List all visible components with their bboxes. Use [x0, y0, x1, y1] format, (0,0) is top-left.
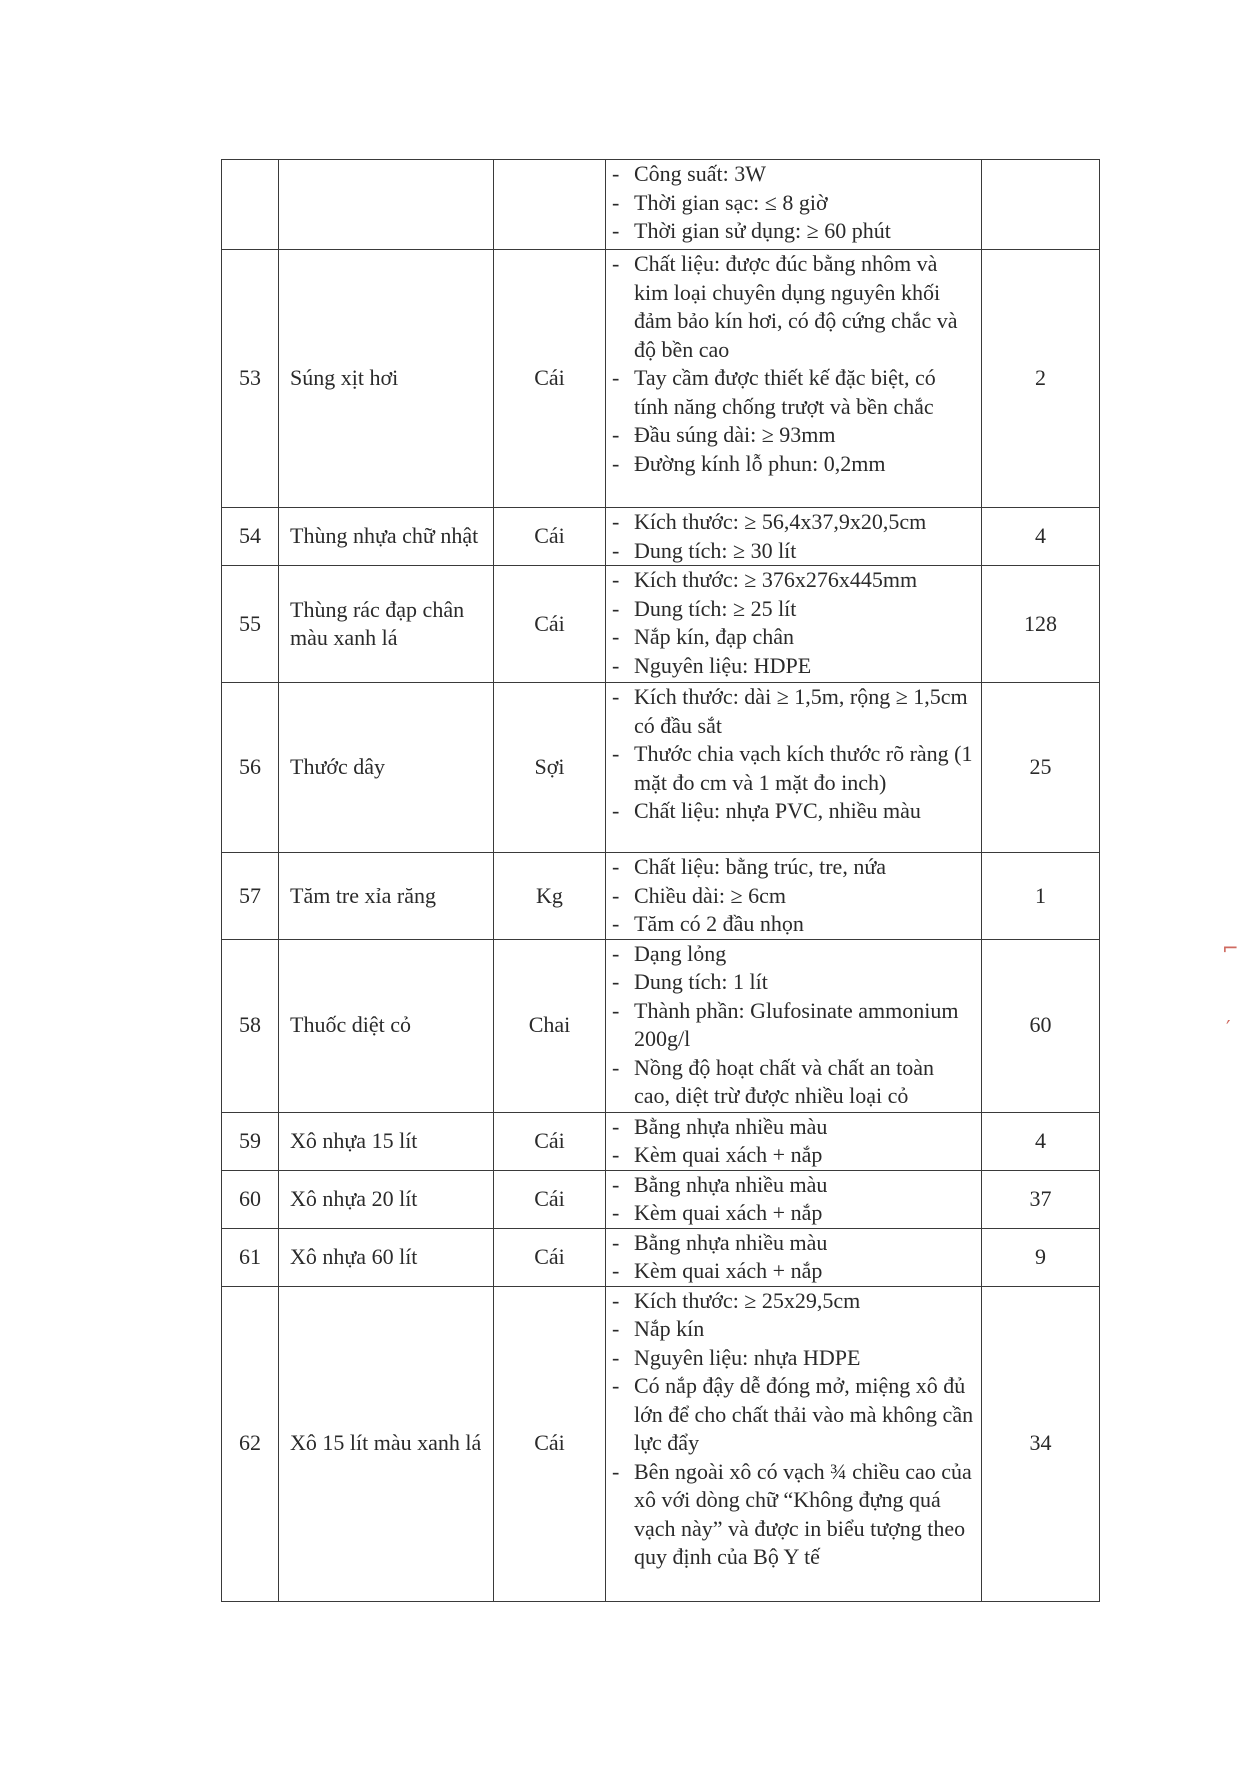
item-quantity: 128 — [982, 566, 1100, 683]
bullet-dash: - — [612, 1458, 620, 1484]
spec-text: Kèm quai xách + nắp — [634, 1258, 823, 1283]
item-specification — [606, 160, 982, 250]
bullet-dash: - — [612, 450, 620, 476]
spec-line — [612, 217, 975, 246]
spec-line — [612, 1458, 975, 1572]
spec-text: Bằng nhựa nhiều màu — [634, 1171, 828, 1197]
spec-text: Đầu súng dài: ≥ 93mm — [634, 422, 836, 447]
spec-text: Bên ngoài xô có vạch ¾ chiều cao của xô với dòng chữ “Không đựng quá vạch này” và được in biểu tượng theo quy định của Bộ Y tế — [634, 1458, 972, 1569]
spec-text: Tăm có 2 đầu nhọn — [634, 911, 804, 936]
table-row — [222, 508, 1100, 566]
item-name: Súng xịt hơi — [279, 250, 494, 508]
spec-line — [612, 652, 975, 681]
bullet-dash: - — [612, 1054, 620, 1080]
spec-line — [612, 940, 975, 969]
item-name: Thuốc diệt cỏ — [279, 939, 494, 1112]
bullet-dash: - — [612, 161, 620, 186]
bullet-dash: - — [612, 854, 620, 879]
bullet-dash: - — [612, 1171, 620, 1197]
spec-line — [612, 910, 975, 939]
item-name: Thùng rác đạp chân màu xanh lá — [279, 566, 494, 683]
spec-text: Chất liệu: được đúc bằng nhôm và kim loại chuyên dụng nguyên khối đảm bảo kín hơi, có độ cứng chắc và độ bền cao — [634, 251, 958, 362]
spec-text: Kèm quai xách + nắp — [634, 1200, 823, 1225]
table-row — [222, 250, 1100, 508]
bullet-dash: - — [612, 1287, 620, 1313]
spec-line — [612, 853, 975, 882]
table-row — [222, 566, 1100, 683]
spec-text: Dung tích: 1 lít — [634, 969, 768, 994]
spec-text: Thước chia vạch kích thước rõ ràng (1 mặt đo cm và 1 mặt đo inch) — [634, 741, 973, 795]
item-unit: Cái — [494, 1170, 606, 1228]
bullet-dash: - — [612, 741, 620, 766]
bullet-dash: - — [612, 684, 620, 709]
item-quantity: 37 — [982, 1170, 1100, 1228]
row-number: 61 — [222, 1228, 279, 1286]
bullet-dash: - — [612, 1113, 620, 1139]
bullet-dash: - — [612, 1316, 620, 1341]
item-specification — [606, 1286, 982, 1601]
bullet-dash: - — [612, 1344, 620, 1370]
row-number: 60 — [222, 1170, 279, 1228]
bullet-dash: - — [612, 997, 620, 1023]
bullet-dash: - — [612, 567, 620, 592]
item-name: Thước dây — [279, 683, 494, 853]
bullet-dash: - — [612, 624, 620, 649]
spec-line — [612, 797, 975, 826]
bullet-dash: - — [612, 940, 620, 966]
spec-line — [612, 537, 975, 566]
bullet-dash: - — [612, 652, 620, 678]
bullet-dash: - — [612, 1142, 620, 1167]
item-quantity: 4 — [982, 1112, 1100, 1170]
item-quantity: 1 — [982, 853, 1100, 940]
spec-line — [612, 250, 975, 364]
row-number: 59 — [222, 1112, 279, 1170]
table-row — [222, 1286, 1100, 1601]
table-row — [222, 160, 1100, 250]
table-row — [222, 853, 1100, 940]
item-specification — [606, 1228, 982, 1286]
spec-text: Thành phần: Glufosinate ammonium 200g/l — [634, 997, 959, 1051]
item-name: Xô nhựa 20 lít — [279, 1170, 494, 1228]
spec-line — [612, 740, 975, 797]
table-row — [222, 683, 1100, 853]
bullet-dash: - — [612, 251, 620, 276]
item-unit — [494, 160, 606, 250]
table-row — [222, 939, 1100, 1112]
table-row — [222, 1170, 1100, 1228]
spec-line — [612, 623, 975, 652]
spec-text: Nồng độ hoạt chất và chất an toàn cao, diệt trừ được nhiều loại cỏ — [634, 1054, 934, 1108]
spec-line — [612, 1257, 975, 1286]
spec-line — [612, 160, 975, 189]
spec-text: Đường kính lỗ phun: 0,2mm — [634, 450, 886, 476]
item-name — [279, 160, 494, 250]
item-specification — [606, 939, 982, 1112]
spec-text: Thời gian sử dụng: ≥ 60 phút — [634, 218, 891, 243]
spec-text: Thời gian sạc: ≤ 8 giờ — [634, 189, 828, 215]
spec-line — [612, 508, 975, 537]
spec-line — [612, 1287, 975, 1316]
bullet-dash: - — [612, 1200, 620, 1225]
row-number: 56 — [222, 683, 279, 853]
bullet-dash: - — [612, 218, 620, 243]
spec-text: Chất liệu: nhựa PVC, nhiều màu — [634, 798, 921, 823]
item-unit: Cái — [494, 1286, 606, 1601]
item-specification — [606, 1170, 982, 1228]
spec-line — [612, 1141, 975, 1170]
spec-text: Có nắp đậy dễ đóng mở, miệng xô đủ lớn để cho chất thải vào mà không cần lực đẩy — [634, 1373, 974, 1455]
bullet-dash: - — [612, 882, 620, 908]
spec-line — [612, 1054, 975, 1111]
item-name: Thùng nhựa chữ nhật — [279, 508, 494, 566]
item-name: Xô 15 lít màu xanh lá — [279, 1286, 494, 1601]
spec-line — [612, 1199, 975, 1228]
table-row — [222, 1228, 1100, 1286]
row-number: 58 — [222, 939, 279, 1112]
spec-line — [612, 1171, 975, 1200]
item-specification — [606, 250, 982, 508]
spec-text: Dung tích: ≥ 25 lít — [634, 595, 797, 621]
item-quantity: 9 — [982, 1228, 1100, 1286]
spec-text: Nguyên liệu: nhựa HDPE — [634, 1344, 861, 1370]
stamp-fragment: ⌐ — [1222, 936, 1239, 960]
bullet-dash: - — [612, 1373, 620, 1398]
item-quantity: 2 — [982, 250, 1100, 508]
spec-line — [612, 595, 975, 624]
spec-text: Dung tích: ≥ 30 lít — [634, 537, 797, 563]
item-name: Xô nhựa 60 lít — [279, 1228, 494, 1286]
spec-line — [612, 566, 975, 595]
row-number: 62 — [222, 1286, 279, 1601]
bullet-dash: - — [612, 798, 620, 823]
spec-text: Kích thước: ≥ 376x276x445mm — [634, 567, 918, 592]
bullet-dash: - — [612, 365, 620, 390]
item-unit: Chai — [494, 939, 606, 1112]
spec-line — [612, 1344, 975, 1373]
equipment-table — [221, 159, 1100, 1602]
spec-text: Dạng lỏng — [634, 940, 727, 966]
item-name: Xô nhựa 15 lít — [279, 1112, 494, 1170]
bullet-dash: - — [612, 422, 620, 447]
spec-text: Kích thước: ≥ 56,4x37,9x20,5cm — [634, 509, 927, 534]
row-number — [222, 160, 279, 250]
item-unit: Cái — [494, 250, 606, 508]
item-unit: Cái — [494, 566, 606, 683]
item-quantity: 25 — [982, 683, 1100, 853]
stamp-fragment: ′ — [1226, 1016, 1231, 1040]
row-number: 57 — [222, 853, 279, 940]
item-unit: Cái — [494, 1112, 606, 1170]
bullet-dash: - — [612, 595, 620, 621]
row-number: 53 — [222, 250, 279, 508]
spec-line — [612, 421, 975, 450]
spec-line — [612, 189, 975, 218]
bullet-dash: - — [612, 911, 620, 936]
item-specification — [606, 853, 982, 940]
spec-text: Chất liệu: bằng trúc, tre, nứa — [634, 854, 887, 879]
spec-line — [612, 997, 975, 1054]
bullet-dash: - — [612, 509, 620, 534]
spec-text: Bằng nhựa nhiều màu — [634, 1229, 828, 1255]
bullet-dash: - — [612, 189, 620, 215]
spec-text: Chiều dài: ≥ 6cm — [634, 882, 786, 908]
item-unit: Cái — [494, 1228, 606, 1286]
spec-text: Nguyên liệu: HDPE — [634, 652, 812, 678]
table-body — [222, 160, 1100, 1602]
bullet-dash: - — [612, 969, 620, 994]
item-name: Tăm tre xỉa răng — [279, 853, 494, 940]
spec-text: Kích thước: ≥ 25x29,5cm — [634, 1287, 861, 1313]
spec-line — [612, 968, 975, 997]
spec-line — [612, 1315, 975, 1344]
row-number: 54 — [222, 508, 279, 566]
bullet-dash: - — [612, 1229, 620, 1255]
spec-line — [612, 364, 975, 421]
row-number: 55 — [222, 566, 279, 683]
spec-text: Kèm quai xách + nắp — [634, 1142, 823, 1167]
item-unit: Sợi — [494, 683, 606, 853]
spec-text: Kích thước: dài ≥ 1,5m, rộng ≥ 1,5cm có đầu sắt — [634, 684, 968, 738]
item-quantity: 34 — [982, 1286, 1100, 1601]
spec-text: Công suất: 3W — [634, 161, 766, 186]
bullet-dash: - — [612, 1258, 620, 1283]
spec-line — [612, 882, 975, 911]
item-specification — [606, 566, 982, 683]
bullet-dash: - — [612, 537, 620, 563]
spec-text: Bằng nhựa nhiều màu — [634, 1113, 828, 1139]
item-specification — [606, 683, 982, 853]
spec-line — [612, 1113, 975, 1142]
spec-text: Nắp kín — [634, 1316, 705, 1341]
spec-line — [612, 683, 975, 740]
item-specification — [606, 1112, 982, 1170]
spec-text: Nắp kín, đạp chân — [634, 624, 795, 649]
spec-line — [612, 450, 975, 479]
item-quantity: 60 — [982, 939, 1100, 1112]
item-specification — [606, 508, 982, 566]
item-quantity — [982, 160, 1100, 250]
spec-line — [612, 1229, 975, 1258]
item-quantity: 4 — [982, 508, 1100, 566]
spec-line — [612, 1372, 975, 1458]
item-unit: Kg — [494, 853, 606, 940]
spec-text: Tay cầm được thiết kế đặc biệt, có tính năng chống trượt và bền chắc — [634, 365, 936, 419]
item-unit: Cái — [494, 508, 606, 566]
table-row — [222, 1112, 1100, 1170]
